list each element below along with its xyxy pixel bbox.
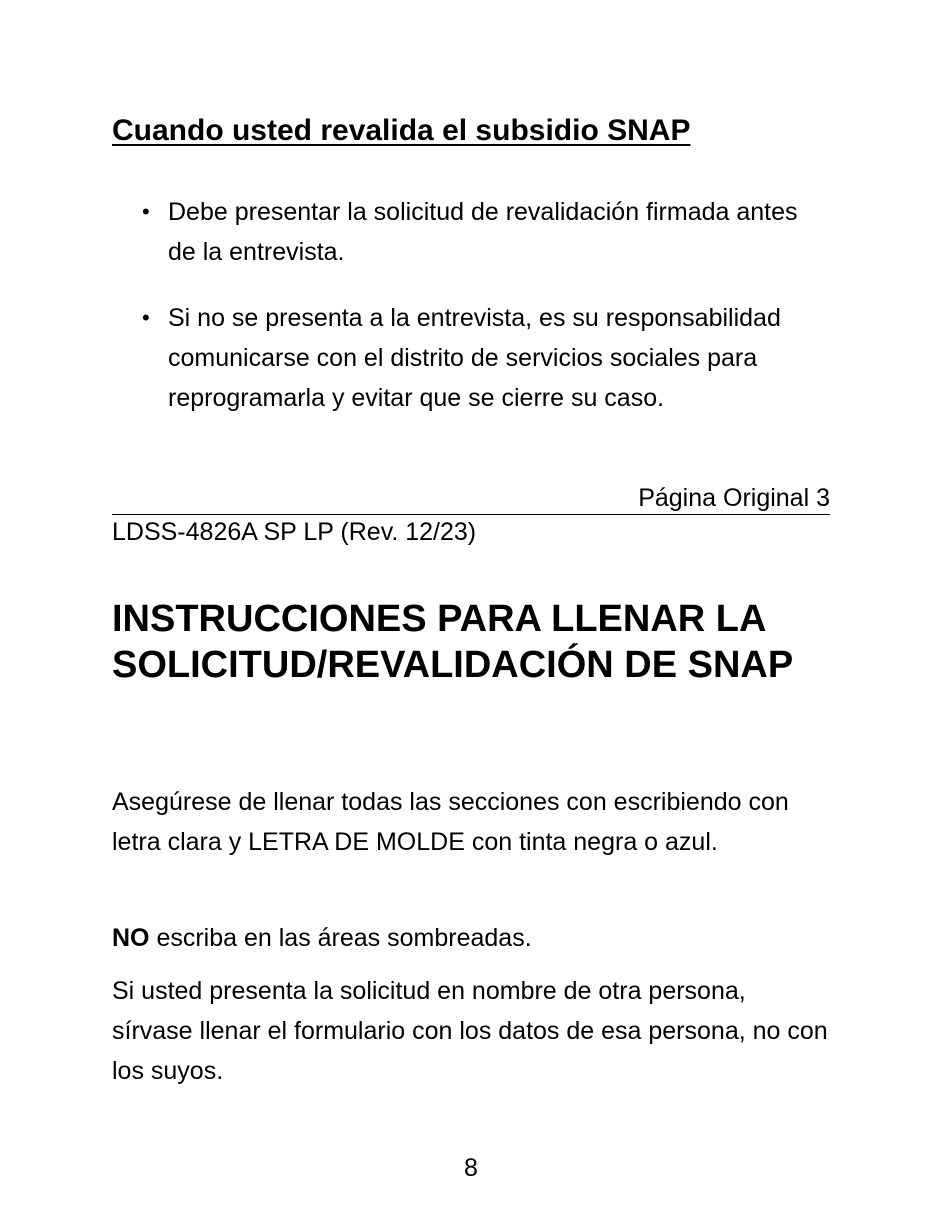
page-title: INSTRUCCIONES PARA LLENAR LA SOLICITUD/REVALIDACIÓN DE SNAP — [112, 598, 794, 686]
bullet-icon: • — [142, 305, 150, 330]
bullet-text: Si no se presenta a la entrevista, es su responsabilidad comunicarse con el distrito de servicios sociales para reprogramarla y evitar que se cierre su caso. — [168, 304, 781, 412]
list-item — [140, 298, 830, 418]
form-code: LDSS-4826A SP LP (Rev. 12/23) — [112, 518, 477, 546]
list-item — [140, 192, 830, 272]
original-page-reference: Página Original 3 — [112, 482, 830, 515]
instruction-paragraph-fill-sections: Asegúrese de llenar todas las secciones con escribiendo con letra clara y LETRA DE MOLDE con tinta negra o azul. — [112, 788, 789, 856]
bullet-text: Debe presentar la solicitud de revalidación firmada antes de la entrevista. — [168, 198, 798, 266]
instruction-text: escriba en las áreas sombreadas. — [149, 924, 532, 952]
instruction-paragraph-other-person: Si usted presenta la solicitud en nombre de otra persona, sírvase llenar el formulario con los datos de esa persona, no con los suyos. — [112, 977, 828, 1085]
bullet-icon: • — [142, 199, 150, 224]
emphasis-no: NO — [112, 924, 150, 952]
instruction-paragraph-shaded-areas — [112, 918, 830, 958]
page-number: 8 — [464, 1154, 478, 1182]
section-heading: Cuando usted revalida el subsidio SNAP — [112, 114, 691, 147]
bullet-list — [140, 192, 830, 444]
document-page — [112, 0, 830, 1230]
